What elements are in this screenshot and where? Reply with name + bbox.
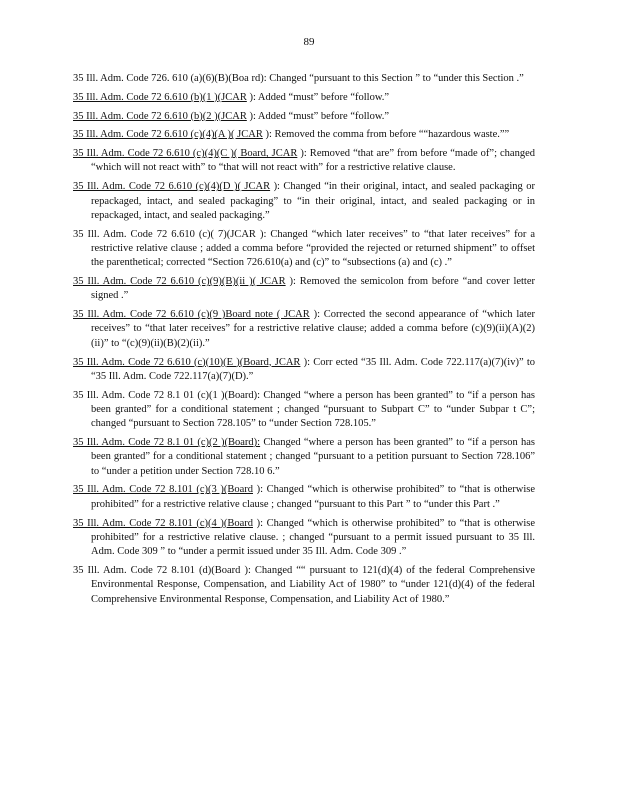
amendment-entry [73,517,535,560]
citation: 35 Ill. Adm. Code 72 6.610 (c)(10)(E )(Board, JCAR [73,356,301,368]
citation: 35 Ill. Adm. Code 72 6.610 (c)( 7)(JCAR [73,228,256,240]
amendment-entry [73,180,535,223]
amendment-entry [73,228,535,271]
citation: 35 Ill. Adm. Code 72 8.1 01 (c)(2 )(Board): [73,437,261,449]
amendment-entry [73,436,535,479]
amendment-list [73,72,535,611]
change-description: ): Changed “in their original, intact, and sealed packaging or repackaged, intact, and sealed packaging” to “in their original, intact, and sealed packaging or in repackaged, intact, and sealed packaging.” [91,181,536,221]
citation: 35 Ill. Adm. Code 72 6.610 (c)(4)(A )( JCAR [73,129,263,141]
citation: 35 Ill. Adm. Code 72 6.610 (c)(4)(C )( Board, JCAR [73,148,298,160]
citation: 35 Ill. Adm. Code 72 8.101 (c)(3 )(Board [73,484,253,496]
change-description: ): Changed ““ pursuant to 121(d)(4) of the federal Comprehensive Environmental Response, Compensation, and Liability Act of 1980” to “under 121(d)(4) of the federal Comprehensive Environmental Response, Compensation, and Liability Act of 1980.” [91,564,536,605]
citation: 35 Ill. Adm. Code 72 6.610 (c)(9)(B)(ii )( JCAR [73,276,286,288]
change-description: ): Added “must” before “follow.” [249,91,390,103]
amendment-entry [73,128,535,142]
amendment-entry [73,308,535,351]
citation: 35 Ill. Adm. Code 72 8.1 01 (c)(1 )(Board): [73,389,261,401]
change-description: ): Corrected the second appearance of “which later receives” to “that later receives” for a restrictive relative clause; added a comma before (c)(9)(ii)(A)(2)(ii)” to “(c)(9)(ii)(B)(2)(ii).” [91,309,535,349]
amendment-entry [73,564,535,607]
citation: 35 Ill. Adm. Code 72 6.610 (c)(9 )Board note ( JCAR [73,309,310,321]
change-description: Changed “pursuant to this Section ” to “under this Section .” [269,73,524,84]
citation: 35 Ill. Adm. Code 72 6.610 (c)(4)(D )( JCAR [73,181,271,193]
change-description: ): Added “must” before “follow.” [249,110,390,122]
amendment-entry [73,389,535,432]
change-description: ): Corr ected “35 Ill. Adm. Code 722.117(a)(7)(iv)” to “35 Ill. Adm. Code 722.117(a)(7)(D).” [91,356,535,382]
change-description: ): Removed the semicolon from before “and cover letter signed .” [91,276,536,302]
amendment-entry [73,356,535,385]
amendment-entry [73,91,535,105]
amendment-entry [73,110,535,124]
change-description: ): Changed “which is otherwise prohibited” to “that is otherwise prohibited” for a restrictive relative clause ; changed “pursuant to this Part ” to “under this Part .” [91,484,535,510]
change-description: ): Changed “which is otherwise prohibited” to “that is otherwise prohibited” for a restrictive relative clause. ; changed “pursuant to a permit issued pursuant to 35 Ill. Adm. Code 309 ” to “under a permit issued under 35 Ill. Adm. Code 309 .” [91,517,535,558]
change-description: ): Changed “which later receives” to “that later receives” for a restrictive relative clause ; added a comma before “provided the rejected or returned shipment” to offset the parenthetical; corrected “Section 726.610(a) and (c)” to “subsections (a) and (c) .” [91,228,535,269]
change-description: Changed “where a person has been granted” to “if a person has been granted” for a conditional statement ; changed “pursuant to a petition pursuant to Section 728.106” to “under a petition under Section 728.10 6.” [91,437,535,477]
citation: 35 Ill. Adm. Code 72 6.610 (b)(2 )(JCAR [73,110,247,122]
citation: 35 Ill. Adm. Code 72 6.610 (b)(1 )(JCAR [73,91,247,103]
amendment-entry [73,147,535,176]
citation: 35 Ill. Adm. Code 72 8.101 (c)(4 )(Board [73,517,253,529]
amendment-entry [73,72,535,86]
page-number: 89 [303,36,315,48]
citation: 35 Ill. Adm. Code 726. 610 (a)(6)(B)(Boa rd): [73,73,267,84]
change-description: Changed “where a person has been granted” to “if a person has been granted” for a conditional statement ; changed “pursuant to Subpart C” to “under Subpar t C”; changed “pursuant to Section 728.105” to “under Section 728.105.” [91,389,535,430]
amendment-entry [73,483,535,512]
amendment-entry [73,275,535,304]
change-description: ): Removed the comma from before ““hazardous waste.”” [265,129,510,141]
change-description: ): Removed “that are” from before “made of”; changed “which will not react with” to “that will not react with” for a restrictive relative clause. [91,148,536,174]
citation: 35 Ill. Adm. Code 72 8.101 (d)(Board [73,564,241,576]
